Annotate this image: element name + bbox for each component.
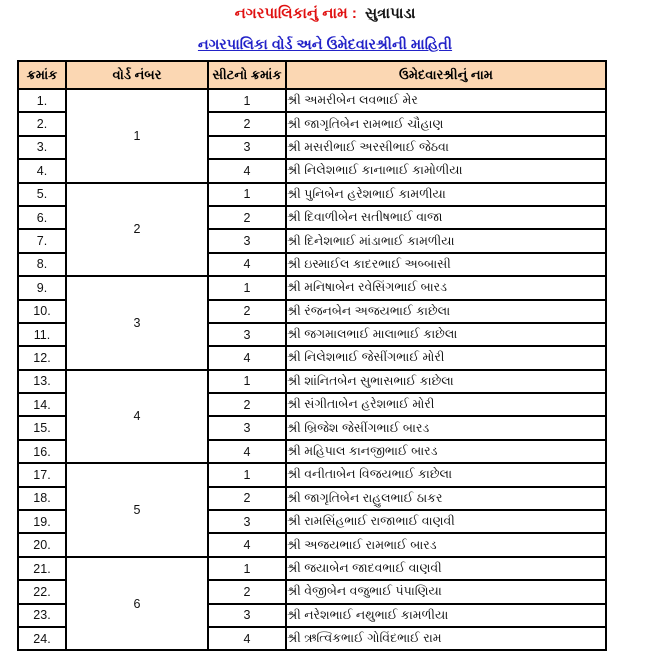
seat-number-cell: 1	[208, 370, 286, 393]
serial-number-cell: 13.	[18, 370, 66, 393]
serial-number-cell: 14.	[18, 393, 66, 416]
serial-number-cell: 18.	[18, 487, 66, 510]
serial-number-cell: 16.	[18, 440, 66, 463]
seat-number-cell: 3	[208, 229, 286, 252]
candidate-name-cell: શ્રી નરેશભાઈ નથુભાઈ કામળીયા	[286, 604, 606, 627]
candidate-name-cell: શ્રી મહિપાલ કાનજીભાઈ બારડ	[286, 440, 606, 463]
page-subtitle: નગરપાલિકા વોર્ડ અને ઉમેદવારશ્રીની માહિતી	[197, 37, 453, 53]
serial-number-cell: 11.	[18, 323, 66, 346]
seat-number-cell: 2	[208, 487, 286, 510]
serial-number-cell: 17.	[18, 463, 66, 486]
ward-number-cell: 4	[66, 370, 208, 464]
seat-number-cell: 3	[208, 510, 286, 533]
seat-number-cell: 3	[208, 136, 286, 159]
candidate-name-cell: શ્રી અમરીબેન લવભાઈ મેર	[286, 89, 606, 112]
seat-number-cell: 2	[208, 300, 286, 323]
serial-number-cell: 4.	[18, 159, 66, 182]
table-row	[18, 370, 606, 393]
seat-number-cell: 4	[208, 253, 286, 276]
candidate-name-cell: શ્રી વેજીબેન વજુભાઈ પંપાણિયા	[286, 580, 606, 603]
serial-number-cell: 8.	[18, 253, 66, 276]
seat-number-cell: 1	[208, 276, 286, 299]
serial-number-cell: 22.	[18, 580, 66, 603]
table-row	[18, 463, 606, 486]
seat-number-cell: 1	[208, 183, 286, 206]
ward-number-cell: 5	[66, 463, 208, 557]
seat-number-cell: 1	[208, 463, 286, 486]
seat-number-cell: 4	[208, 159, 286, 182]
table-row	[18, 276, 606, 299]
municipality-name-value: સુત્રાપાડા	[365, 5, 416, 22]
seat-number-cell: 2	[208, 393, 286, 416]
table-body	[18, 89, 606, 650]
column-header-candidate-name: ઉમેદવારશ્રીનું નામ	[286, 61, 606, 89]
page-title	[0, 5, 650, 23]
candidate-name-cell: શ્રી વનીતાબેન વિજયભાઈ કાછેલા	[286, 463, 606, 486]
ward-number-cell: 3	[66, 276, 208, 370]
serial-number-cell: 24.	[18, 627, 66, 650]
table-header-row	[18, 61, 606, 89]
candidate-name-cell: શ્રી નિલેશભાઈ કાનાભાઈ કામોળીયા	[286, 159, 606, 182]
ward-number-cell: 6	[66, 557, 208, 651]
serial-number-cell: 19.	[18, 510, 66, 533]
serial-number-cell: 1.	[18, 89, 66, 112]
municipality-name-label: નગરપાલિકાનું નામ :	[234, 5, 357, 22]
candidate-name-cell: શ્રી સંગીતાબેન હરેશભાઈ મોરી	[286, 393, 606, 416]
serial-number-cell: 23.	[18, 604, 66, 627]
seat-number-cell: 4	[208, 533, 286, 556]
table-row	[18, 557, 606, 580]
candidate-name-cell: શ્રી મનિષાબેન રવેસિંગભાઈ બારડ	[286, 276, 606, 299]
seat-number-cell: 3	[208, 416, 286, 439]
candidate-name-cell: શ્રી રંજનબેન અજયભાઈ કાછેલા	[286, 300, 606, 323]
seat-number-cell: 2	[208, 112, 286, 135]
seat-number-cell: 3	[208, 323, 286, 346]
serial-number-cell: 9.	[18, 276, 66, 299]
column-header-seat-number: સીટનો ક્રમાંક	[208, 61, 286, 89]
seat-number-cell: 1	[208, 557, 286, 580]
serial-number-cell: 7.	[18, 229, 66, 252]
seat-number-cell: 4	[208, 440, 286, 463]
table-row	[18, 89, 606, 112]
column-header-ward-number: વોર્ડ નંબર	[66, 61, 208, 89]
serial-number-cell: 20.	[18, 533, 66, 556]
serial-number-cell: 21.	[18, 557, 66, 580]
seat-number-cell: 1	[208, 89, 286, 112]
ward-number-cell: 2	[66, 183, 208, 277]
candidate-name-cell: શ્રી જયાબેન જાદવભાઈ વાણવી	[286, 557, 606, 580]
candidate-name-cell: શ્રી દિનેશભાઈ માંડાભાઈ કામળીયા	[286, 229, 606, 252]
candidate-name-cell: શ્રી પુનિબેન હરેશભાઈ કામળીયા	[286, 183, 606, 206]
seat-number-cell: 4	[208, 346, 286, 369]
candidate-name-cell: શ્રી રામસિંહભાઈ રાજાભાઈ વાણવી	[286, 510, 606, 533]
seat-number-cell: 2	[208, 580, 286, 603]
seat-number-cell: 3	[208, 604, 286, 627]
serial-number-cell: 15.	[18, 416, 66, 439]
candidate-name-cell: શ્રી જાગૃતિબેન રામભાઈ ચૌહાણ	[286, 112, 606, 135]
serial-number-cell: 5.	[18, 183, 66, 206]
candidate-name-cell: શ્રી શાંનિતબેન સુભાસભાઈ કાછેલા	[286, 370, 606, 393]
candidate-name-cell: શ્રી જાગૃતિબેન રાહુલભાઈ ઠાકર	[286, 487, 606, 510]
candidate-name-cell: શ્રી ઋત્વિકભાઈ ગોવિંદભાઈ રામ	[286, 627, 606, 650]
column-header-serial-number: ક્રમાંક	[18, 61, 66, 89]
serial-number-cell: 3.	[18, 136, 66, 159]
ward-number-cell: 1	[66, 89, 208, 183]
serial-number-cell: 12.	[18, 346, 66, 369]
candidate-name-cell: શ્રી દિવાળીબેન સતીષભાઈ વાજા	[286, 206, 606, 229]
candidate-name-cell: શ્રી અજયભાઈ રામભાઈ બારડ	[286, 533, 606, 556]
candidate-name-cell: શ્રી નિલેશભાઈ જેસીંગભાઈ મોરી	[286, 346, 606, 369]
seat-number-cell: 4	[208, 627, 286, 650]
candidate-name-cell: શ્રી ઇસ્માઈલ કાદરભાઈ અબ્બાસી	[286, 253, 606, 276]
candidate-name-cell: શ્રી મસરીભાઈ અરસીભાઈ જેઠવા	[286, 136, 606, 159]
serial-number-cell: 10.	[18, 300, 66, 323]
serial-number-cell: 6.	[18, 206, 66, 229]
candidates-table	[17, 60, 607, 651]
candidate-name-cell: શ્રી બ્રિજેશ જેસીંગભાઈ બારડ	[286, 416, 606, 439]
candidate-name-cell: શ્રી જગમાલભાઈ માલાભાઈ કાછેલા	[286, 323, 606, 346]
seat-number-cell: 2	[208, 206, 286, 229]
serial-number-cell: 2.	[18, 112, 66, 135]
table-row	[18, 183, 606, 206]
